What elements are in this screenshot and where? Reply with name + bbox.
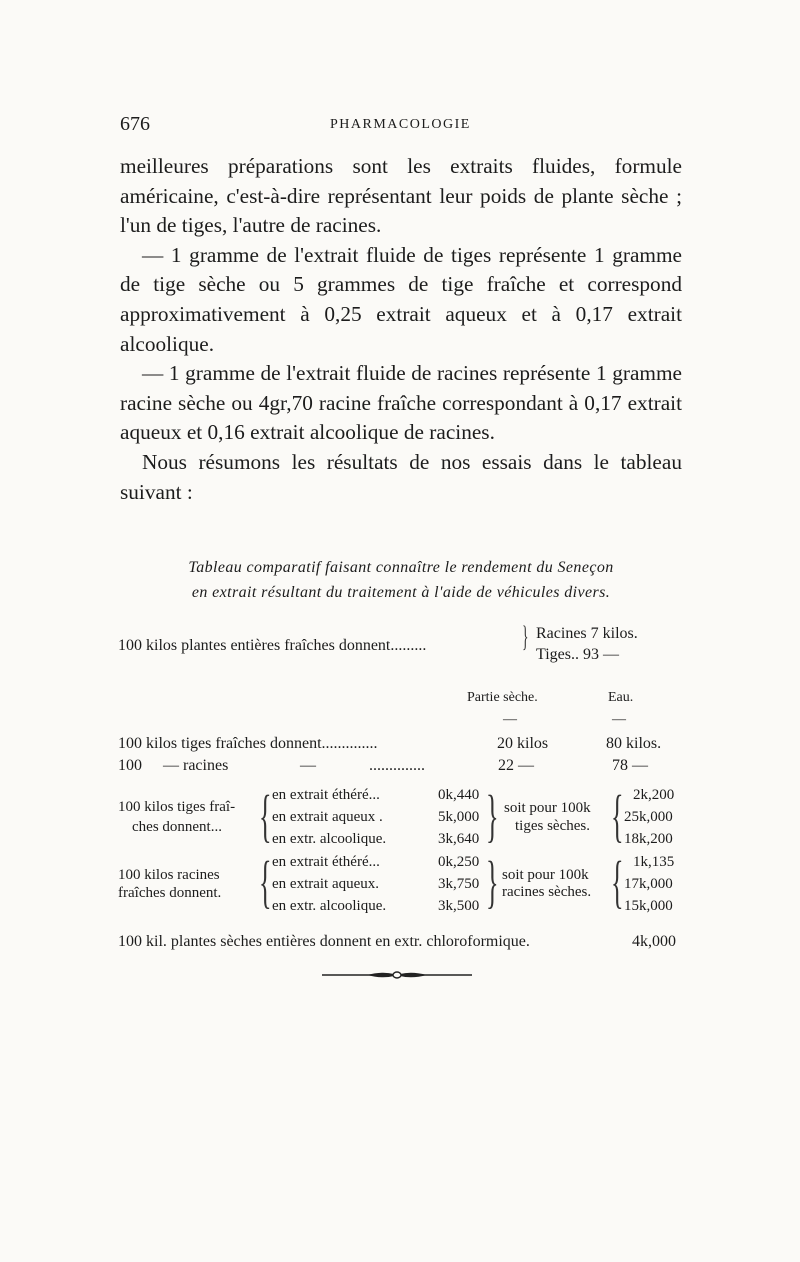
ornament-rule-icon	[322, 968, 472, 982]
result-value: 18k,200	[624, 831, 673, 847]
brace: {	[611, 783, 624, 848]
caption-line: Tableau comparatif faisant connaître le rendement du Seneçon	[188, 559, 614, 576]
brace: }	[486, 849, 499, 914]
result-value: 15k,000	[624, 898, 673, 914]
intro-label: 100 kilos plantes entières fraîches donnent.........	[118, 637, 427, 654]
brace: }	[522, 620, 529, 653]
solvent: en extr. alcoolique.	[272, 831, 387, 847]
intro-racines: Racines 7 kilos.	[536, 625, 638, 642]
solvent: en extrait éthéré...	[272, 854, 380, 870]
brace: }	[486, 783, 499, 848]
row-label: — racines	[163, 757, 229, 774]
group-label: 100 kilos racines	[118, 867, 220, 883]
paragraph: — 1 gramme de l'extrait fluide de tiges représente 1 gramme de tige sèche ou 5 grammes de tige fraîche et correspond approximativement à 0,25 extrait aqueux et à 0,17 extrait alcoolique.	[120, 242, 682, 356]
caption-line: en extrait résultant du traitement à l'aide de véhicules divers.	[191, 584, 611, 601]
extract-value: 5k,000	[438, 809, 480, 825]
brace: {	[259, 783, 272, 848]
paragraph: — 1 gramme de l'extrait fluide de racines représente 1 gramme racine sèche ou 4gr,70 racine fraîche correspondant à 0,17 extrait aqueux et 0,16 extrait alcoolique de racines.	[120, 361, 682, 445]
column-head-water: Eau.	[608, 690, 634, 705]
extract-value: 0k,250	[438, 854, 480, 870]
solvent: en extr. alcoolique.	[272, 898, 387, 914]
extract-value: 3k,500	[438, 898, 480, 914]
row-water: 80 kilos.	[606, 735, 662, 752]
row-label: 100 kilos tiges fraîches donnent..............	[118, 735, 378, 752]
per-label: soit pour 100k	[504, 800, 591, 816]
page-number: 676	[120, 113, 150, 135]
per-label: soit pour 100k	[502, 867, 589, 883]
extract-value: 3k,750	[438, 876, 480, 892]
brace: {	[611, 849, 624, 914]
running-head: PHARMACOLOGIE	[330, 117, 471, 132]
per-label: tiges sèches.	[515, 818, 590, 834]
footer-row-label: 100 kil. plantes sèches entières donnent en extr. chloroformique.	[118, 933, 530, 950]
result-value: 17k,000	[624, 876, 673, 892]
row-label: 100	[118, 757, 142, 774]
table-caption	[116, 555, 686, 605]
column-head-dry: Partie sèche.	[467, 690, 538, 705]
row-water: 78 —	[612, 757, 648, 774]
footer-row-value: 4k,000	[632, 933, 676, 950]
paragraph: meilleures préparations sont les extraits fluides, formule américaine, c'est-à-dire représentant leur poids de plante sèche ; l'un de tiges, l'autre de racines.	[120, 154, 682, 238]
extract-value: 3k,640	[438, 831, 480, 847]
group-label: fraîches donnent.	[118, 885, 222, 901]
row-dry: 22 —	[498, 757, 534, 774]
result-value: 25k,000	[624, 809, 673, 825]
solvent: en extrait aqueux.	[272, 876, 380, 892]
paragraph: Nous résumons les résultats de nos essais dans le tableau suivant :	[120, 449, 682, 504]
result-value: 1k,135	[633, 854, 675, 870]
per-label: racines sèches.	[502, 884, 592, 900]
intro-tiges: Tiges.. 93 —	[536, 646, 619, 663]
extract-value: 0k,440	[438, 787, 480, 803]
solvent: en extrait aqueux .	[272, 809, 383, 825]
row-dry: 20 kilos	[497, 735, 549, 752]
column-rule: —	[612, 712, 626, 727]
body-text	[120, 152, 682, 507]
row-label: —	[300, 757, 316, 774]
group-label: ches donnent...	[132, 819, 222, 835]
column-rule: —	[503, 712, 517, 727]
row-leader: ..............	[369, 757, 425, 774]
result-value: 2k,200	[633, 787, 675, 803]
group-label: 100 kilos tiges fraî-	[118, 799, 236, 815]
brace: {	[259, 849, 272, 914]
solvent: en extrait éthéré...	[272, 787, 380, 803]
